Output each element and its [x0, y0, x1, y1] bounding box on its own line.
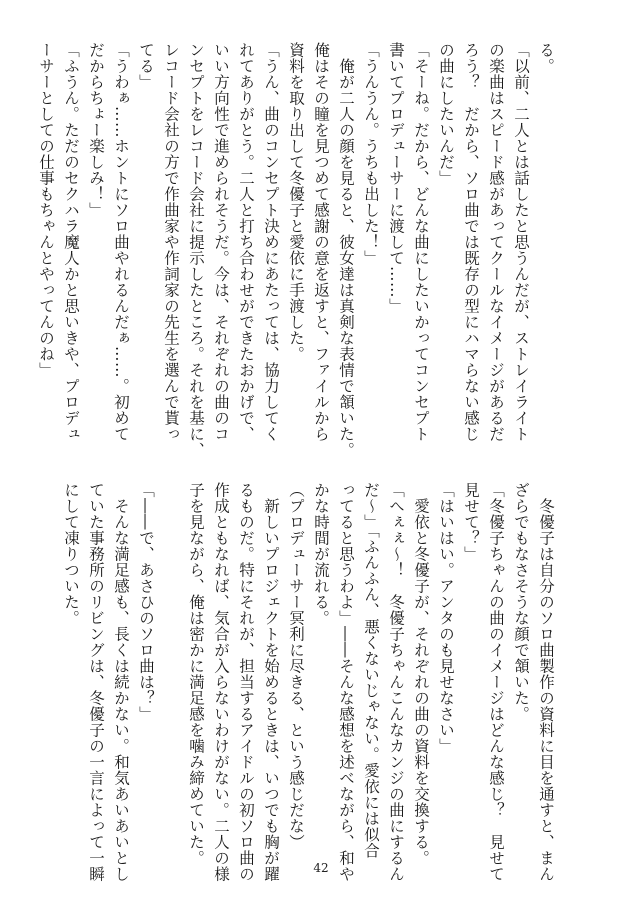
text-line: の楽曲はスピード感があってクールなイメージがあるだ: [487, 42, 505, 442]
text-line: 新しいプロジェクトを始めるときは、いつでも胸が躍: [262, 482, 280, 882]
text-line: かな時間が流れる。: [312, 482, 330, 626]
text-line: （プロデューサー冥利に尽きる、という感じだな）: [287, 482, 305, 850]
blank-line: [158, 482, 183, 832]
text-line: にして凍りついた。: [62, 482, 80, 626]
text-line: 書いてプロデューサーに渡して……」: [387, 42, 405, 314]
text-line: 「そーね。だから、どんな曲にしたいかってコンセプト: [412, 42, 430, 442]
text-line: だからちょー楽しみ！」: [87, 42, 105, 218]
text-line: 作成ともなれば、気合が入らないわけがない。二人の様: [212, 482, 230, 882]
text-line: だ～」「ふんふん、悪くないじゃない。愛依には似合: [362, 482, 380, 859]
text-line: ざらでもなさそうな顔で頷いた。: [512, 482, 530, 722]
text-line: 俺はその瞳を見つめて感謝の意を返すと、ファイルから: [312, 42, 330, 442]
text-line: 子を見ながら、俺は密かに満足感を噛み締めていた。: [187, 482, 205, 866]
text-line: 「はいはい。アンタのも見せなさい」: [437, 482, 455, 754]
text-line: れてありがとう。二人と打ち合わせができたおかげで、: [237, 42, 255, 442]
text-line: るものだ。特にそれが、担当するアイドルの初ソロ曲の: [237, 482, 255, 882]
text-line: 「へぇぇ～！ 冬優子ちゃんこんなカンジの曲にするん: [387, 482, 405, 882]
page-number: 42: [313, 861, 329, 875]
text-line: 「冬優子ちゃんの曲のイメージはどんな感じ？ 見せて: [487, 482, 505, 882]
text-line: ていた事務所のリビングは、冬優子の一言によって一瞬: [87, 482, 105, 882]
text-line: 「うん、曲のコンセプト決めにあたっては、協力してく: [262, 42, 280, 442]
text-line: てる」: [137, 42, 155, 90]
text-block-top: [33, 42, 558, 458]
text-line: ーサーとしての仕事もちゃんとやってんのね」: [37, 42, 55, 378]
text-line: 俺が二人の顔を見ると、彼女達は真剣な表情で頷いた。: [337, 42, 355, 458]
text-line: る。: [537, 42, 555, 74]
text-line: そんな満足感も、長くは続かない。和気あいあいとし: [112, 482, 130, 882]
text-line: 「――で、あさひのソロ曲は？」: [137, 482, 155, 722]
text-line: の曲にしたいんだ」: [437, 42, 455, 186]
text-line: 「うわぁ……ホントにソロ曲やれるんだぁ……。初めて: [112, 42, 130, 442]
text-line: 「以前、二人とは話したと思うんだが、ストレイライト: [512, 42, 530, 442]
text-line: 見せて？」: [462, 482, 480, 562]
text-line: 資料を取り出して冬優子と愛依に手渡した。: [287, 42, 305, 362]
text-line: レコード会社の方で作曲家や作詞家の先生を選んで貰っ: [162, 42, 180, 442]
text-line: 冬優子は自分のソロ曲製作の資料に目を通すと、まん: [537, 482, 555, 882]
text-line: ンセプトをレコード会社に提示したところ。それを基に、: [187, 42, 205, 458]
text-line: ってると思うわよ」――そんな感想を述べながら、和や: [337, 482, 355, 882]
text-line: ろう？ だから、ソロ曲では既存の型にハマらない感じ: [462, 42, 480, 442]
text-line: 「うんうん。うちも出した！」: [362, 42, 380, 266]
text-line: いい方向性で進められそうだ。今は、それぞれの曲のコ: [212, 42, 230, 442]
text-line: 「ふうん。ただのセクハラ魔人かと思いきや、プロデュ: [62, 42, 80, 442]
text-line: 愛依と冬優子が、それぞれの曲の資料を交換する。: [412, 482, 430, 866]
